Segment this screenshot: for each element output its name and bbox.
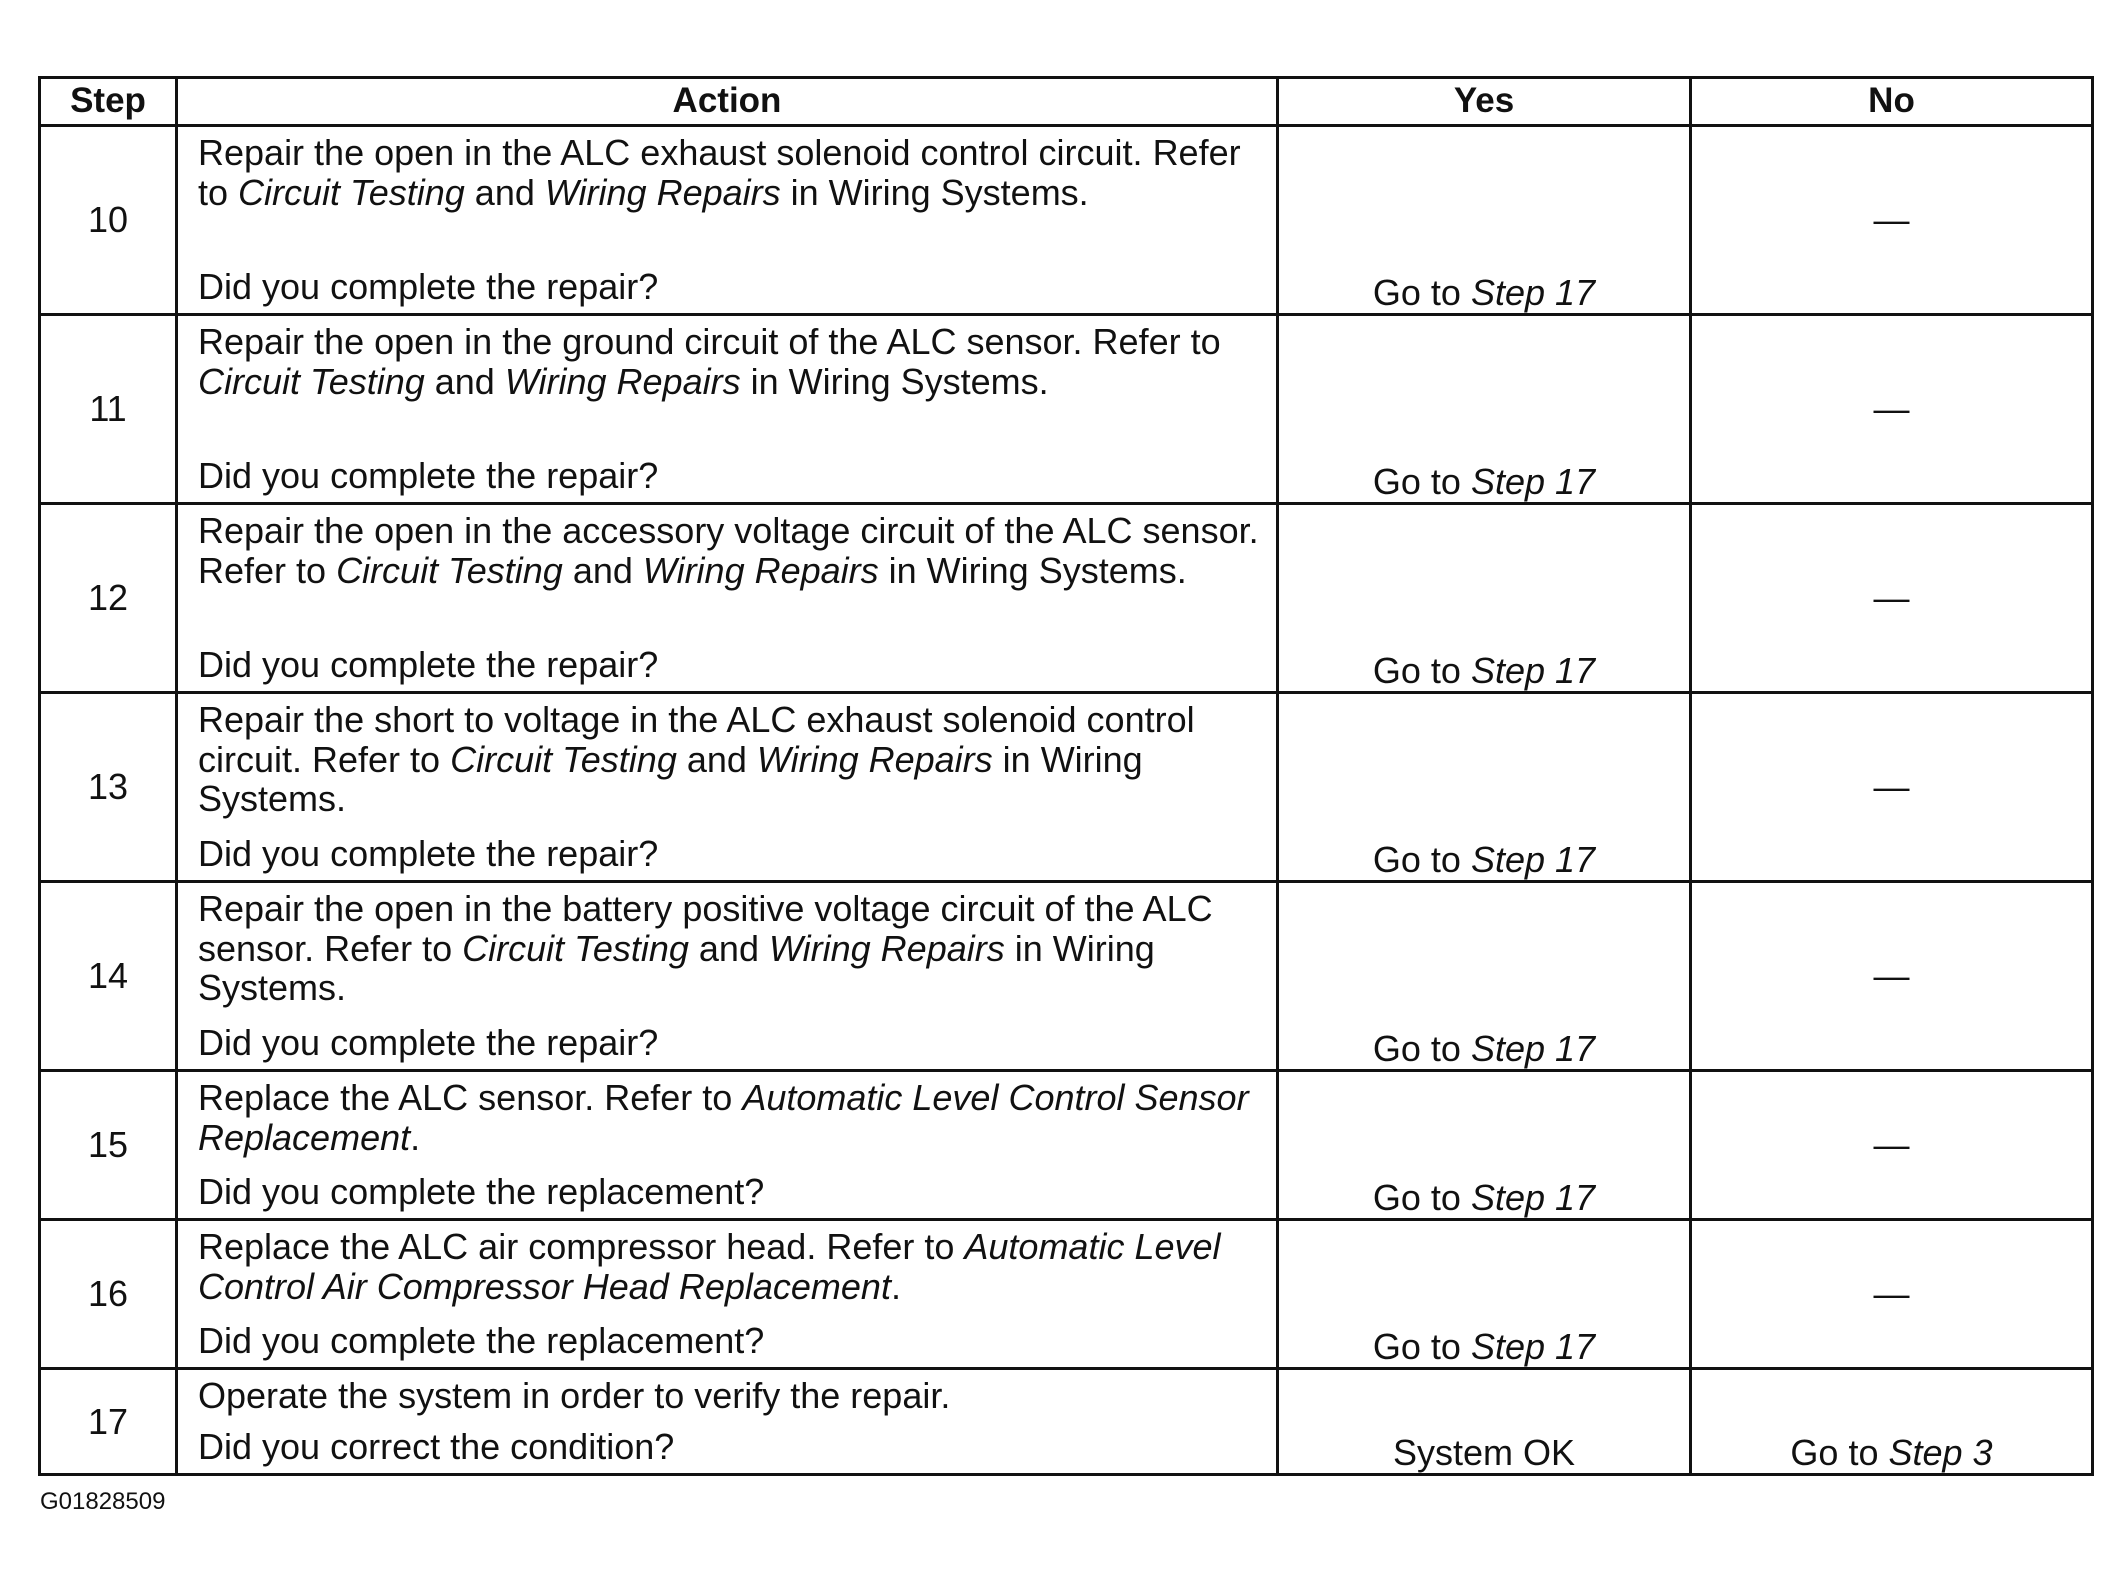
no-result: —: [1691, 1220, 2093, 1369]
action-cell: [177, 1071, 1278, 1220]
table-row: [40, 504, 2093, 693]
action-cell: [177, 126, 1278, 315]
action-description: Repair the open in the ground circuit of the ALC sensor. Refer to Circuit Testing and Wiring Repairs in Wiring Systems.: [198, 321, 1221, 402]
action-cell: [177, 1369, 1278, 1475]
action-question: Did you complete the repair?: [198, 644, 659, 686]
yes-result: Go to Step 17: [1278, 882, 1691, 1071]
action-question: Did you correct the condition?: [198, 1426, 675, 1468]
step-number: 11: [40, 315, 177, 504]
action-cell: [177, 315, 1278, 504]
step-number: 14: [40, 882, 177, 1071]
action-description: Repair the short to voltage in the ALC exhaust solenoid control circuit. Refer to Circuit Testing and Wiring Repairs in Wiring Systems.: [198, 699, 1195, 820]
action-description: Repair the open in the accessory voltage circuit of the ALC sensor. Refer to Circuit Testing and Wiring Repairs in Wiring Systems.: [198, 510, 1259, 591]
no-result: —: [1691, 504, 2093, 693]
figure-id: G01828509: [40, 1488, 166, 1515]
table-row: [40, 693, 2093, 882]
action-question: Did you complete the repair?: [198, 266, 659, 308]
step-number: 12: [40, 504, 177, 693]
table-row: [40, 882, 2093, 1071]
table-row: [40, 1220, 2093, 1369]
yes-result: Go to Step 17: [1278, 1071, 1691, 1220]
no-result: —: [1691, 882, 2093, 1071]
action-cell: [177, 504, 1278, 693]
diagnostic-table: [38, 76, 2094, 1476]
yes-result: Go to Step 17: [1278, 693, 1691, 882]
header-step: Step: [40, 78, 177, 126]
action-description: Replace the ALC sensor. Refer to Automatic Level Control Sensor Replacement.: [198, 1077, 1249, 1158]
table-row: [40, 126, 2093, 315]
table-row: [40, 315, 2093, 504]
action-description: Replace the ALC air compressor head. Refer to Automatic Level Control Air Compressor Head Replacement.: [198, 1226, 1221, 1307]
no-result: —: [1691, 1071, 2093, 1220]
table-row: [40, 1369, 2093, 1475]
action-question: Did you complete the replacement?: [198, 1171, 765, 1213]
yes-result: Go to Step 17: [1278, 504, 1691, 693]
table-row: [40, 1071, 2093, 1220]
action-cell: [177, 693, 1278, 882]
no-result: Go to Step 3: [1691, 1369, 2093, 1475]
no-result: —: [1691, 693, 2093, 882]
yes-result: Go to Step 17: [1278, 315, 1691, 504]
action-description: Operate the system in order to verify the repair.: [198, 1375, 951, 1416]
no-result: —: [1691, 315, 2093, 504]
action-question: Did you complete the repair?: [198, 455, 659, 497]
action-question: Did you complete the replacement?: [198, 1320, 765, 1362]
action-cell: [177, 882, 1278, 1071]
action-question: Did you complete the repair?: [198, 1022, 659, 1064]
no-result: —: [1691, 126, 2093, 315]
action-question: Did you complete the repair?: [198, 833, 659, 875]
step-number: 17: [40, 1369, 177, 1475]
step-number: 10: [40, 126, 177, 315]
header-action: Action: [177, 78, 1278, 126]
yes-result: Go to Step 17: [1278, 1220, 1691, 1369]
step-number: 15: [40, 1071, 177, 1220]
yes-result: Go to Step 17: [1278, 126, 1691, 315]
action-description: Repair the open in the battery positive voltage circuit of the ALC sensor. Refer to Circuit Testing and Wiring Repairs in Wiring Systems.: [198, 888, 1213, 1009]
header-no: No: [1691, 78, 2093, 126]
header-yes: Yes: [1278, 78, 1691, 126]
header-row: [40, 78, 2093, 126]
yes-result: System OK: [1278, 1369, 1691, 1475]
step-number: 13: [40, 693, 177, 882]
action-description: Repair the open in the ALC exhaust solenoid control circuit. Refer to Circuit Testing and Wiring Repairs in Wiring Systems.: [198, 132, 1241, 213]
action-cell: [177, 1220, 1278, 1369]
step-number: 16: [40, 1220, 177, 1369]
table-body: [40, 126, 2093, 1475]
